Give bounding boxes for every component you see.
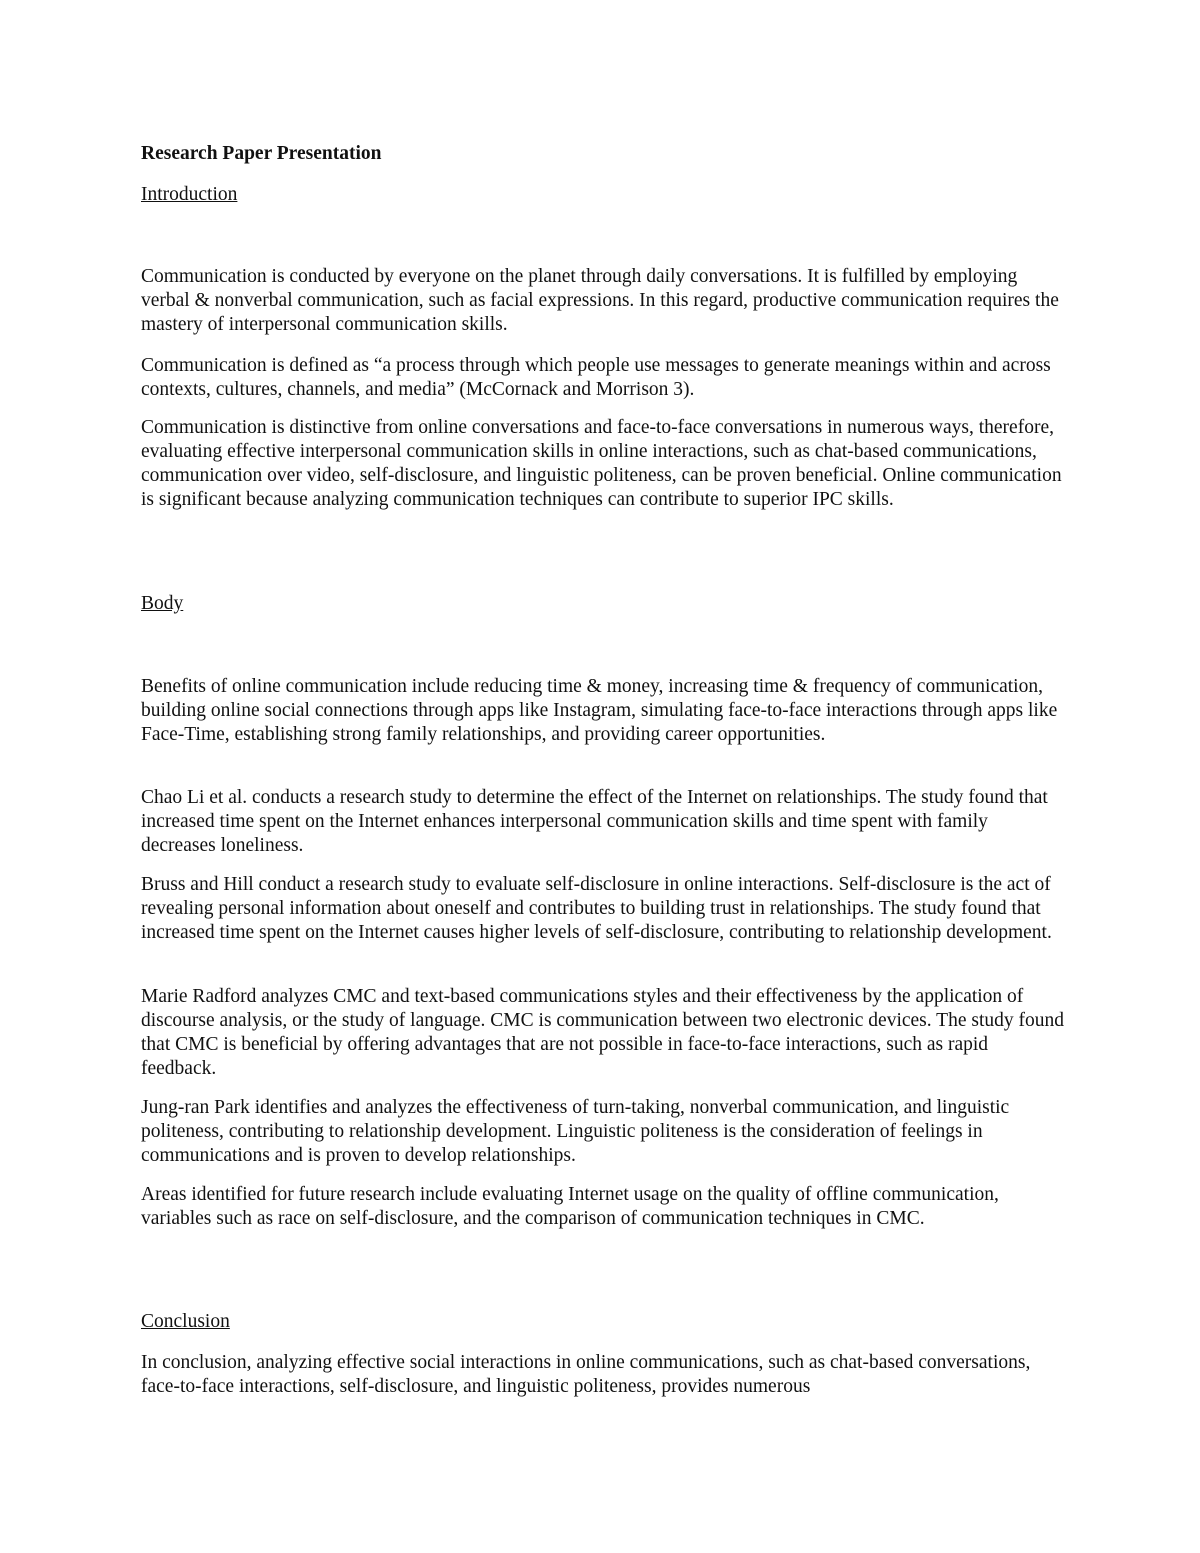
section-heading-conclusion: Conclusion bbox=[141, 1311, 230, 1332]
paragraph: Communication is distinctive from online conversations and face-to-face conversations in numerous ways, therefore, evaluating effective interpersonal communication skills in online interactions, such as chat-based communications, communication over video, self-disclosure, and linguistic politeness, can be proven beneficial. Online communication is significant because analyzing communication techniques can contribute to superior IPC skills. bbox=[141, 417, 1062, 510]
paragraph: Jung-ran Park identifies and analyzes the effectiveness of turn-taking, nonverbal communication, and linguistic politeness, contributing to relationship development. Linguistic politeness is the consideration of feelings in communications and is proven to develop relationships. bbox=[141, 1097, 1010, 1166]
paragraph: Chao Li et al. conducts a research study to determine the effect of the Internet on relationships. The study found that increased time spent on the Internet enhances interpersonal communication skills and time spent with family decreases loneliness. bbox=[141, 787, 1048, 856]
paragraph: Marie Radford analyzes CMC and text-based communications styles and their effectiveness by the application of discourse analysis, or the study of language. CMC is communication between two electronic devices. The study found that CMC is beneficial by offering advantages that are not possible in face-to-face interactions, such as rapid feedback. bbox=[141, 986, 1064, 1079]
paragraph: Benefits of online communication include reducing time & money, increasing time & frequency of communication, building online social connections through apps like Instagram, simulating face-to-face interactions through apps like Face-Time, establishing strong family relationships, and providing career opportunities. bbox=[141, 676, 1058, 745]
section-heading-body: Body bbox=[141, 593, 184, 614]
section-heading-introduction: Introduction bbox=[141, 184, 238, 205]
paragraph: Communication is defined as “a process through which people use messages to generate meanings within and across contexts, cultures, channels, and media” (McCornack and Morrison 3). bbox=[141, 355, 1051, 400]
document-title: Research Paper Presentation bbox=[141, 143, 382, 164]
paragraph: Areas identified for future research include evaluating Internet usage on the quality of offline communication, variables such as race on self-disclosure, and the comparison of communication techniques in CMC. bbox=[141, 1184, 999, 1229]
paragraph: Bruss and Hill conduct a research study to evaluate self-disclosure in online interactions. Self-disclosure is the act of revealing personal information about oneself and contributes to building trust in relationships. The study found that increased time spent on the Internet causes higher levels of self-disclosure, contributing to relationship development. bbox=[141, 874, 1052, 943]
paragraph: Communication is conducted by everyone on the planet through daily conversations. It is fulfilled by employing verbal & nonverbal communication, such as facial expressions. In this regard, productive communication requires the mastery of interpersonal communication skills. bbox=[141, 266, 1059, 335]
paragraph: In conclusion, analyzing effective social interactions in online communications, such as chat-based conversations, face-to-face interactions, self-disclosure, and linguistic politeness, provides numerous bbox=[141, 1352, 1031, 1397]
